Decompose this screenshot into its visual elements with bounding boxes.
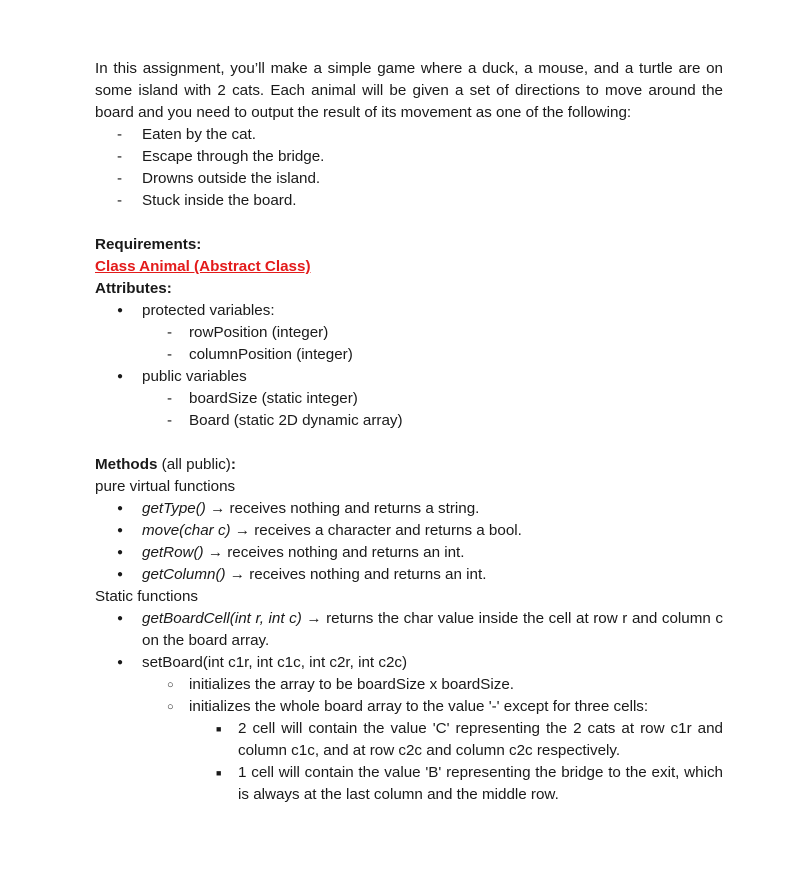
document-page	[95, 58, 723, 806]
setboard-sub-list	[95, 674, 723, 718]
list-item: ○ initializes the whole board array to the value '-' except for three cells:	[95, 696, 723, 718]
list-item: ■ 1 cell will contain the value 'B' representing the bridge to the exit, which is always at the last column and the middle row.	[95, 762, 723, 806]
list-item	[95, 300, 723, 322]
requirements-heading: Requirements:	[95, 236, 202, 253]
list-item: ■ 2 cell will contain the value 'C' representing the 2 cats at row c1r and column c1c, and at row c2c and column c2c respectively.	[95, 718, 723, 762]
static-function-list	[95, 608, 723, 674]
list-item: - Stuck inside the board.	[95, 190, 723, 212]
list-item: - Board (static 2D dynamic array)	[95, 410, 723, 432]
attributes-heading: Attributes:	[95, 280, 172, 297]
list-item: ● getType() → receives nothing and returns a string.	[95, 498, 723, 520]
public-label: public variables	[142, 368, 247, 385]
list-item: ● getColumn() → receives nothing and returns an int.	[95, 564, 723, 586]
attribute-groups-public	[95, 366, 723, 388]
list-item: - boardSize (static integer)	[95, 388, 723, 410]
methods-heading: Methods (all public):	[95, 456, 236, 473]
public-list	[95, 388, 723, 432]
attribute-groups	[95, 300, 723, 322]
protected-label: protected variables:	[142, 302, 275, 319]
pure-virtual-list	[95, 498, 723, 586]
list-item: ● getRow() → receives nothing and returns an int.	[95, 542, 723, 564]
list-item: - rowPosition (integer)	[95, 322, 723, 344]
static-functions-label: Static functions	[95, 588, 198, 605]
outcome-list	[95, 124, 723, 212]
setboard-cells-list	[95, 718, 723, 806]
list-item: ● setBoard(int c1r, int c1c, int c2r, int c2c)	[95, 652, 723, 674]
list-item: ○ initializes the array to be boardSize x boardSize.	[95, 674, 723, 696]
list-item: - Eaten by the cat.	[95, 124, 723, 146]
pure-virtual-label: pure virtual functions	[95, 478, 236, 495]
class-animal-link[interactable]: Class Animal (Abstract Class)	[95, 258, 311, 275]
protected-list	[95, 322, 723, 366]
list-item: ● getBoardCell(int r, int c) → returns the char value inside the cell at row r and column c on the board array.	[95, 608, 723, 652]
list-item: ● move(char c) → receives a character and returns a bool.	[95, 520, 723, 542]
list-item: - Escape through the bridge.	[95, 146, 723, 168]
intro-paragraph: In this assignment, you’ll make a simple game where a duck, a mouse, and a turtle are on some island with 2 cats. Each animal will be given a set of directions to move around the board and you need to output the result of its movement as one of the following:	[95, 60, 723, 121]
list-item: - columnPosition (integer)	[95, 344, 723, 366]
list-item	[95, 366, 723, 388]
list-item: - Drowns outside the island.	[95, 168, 723, 190]
